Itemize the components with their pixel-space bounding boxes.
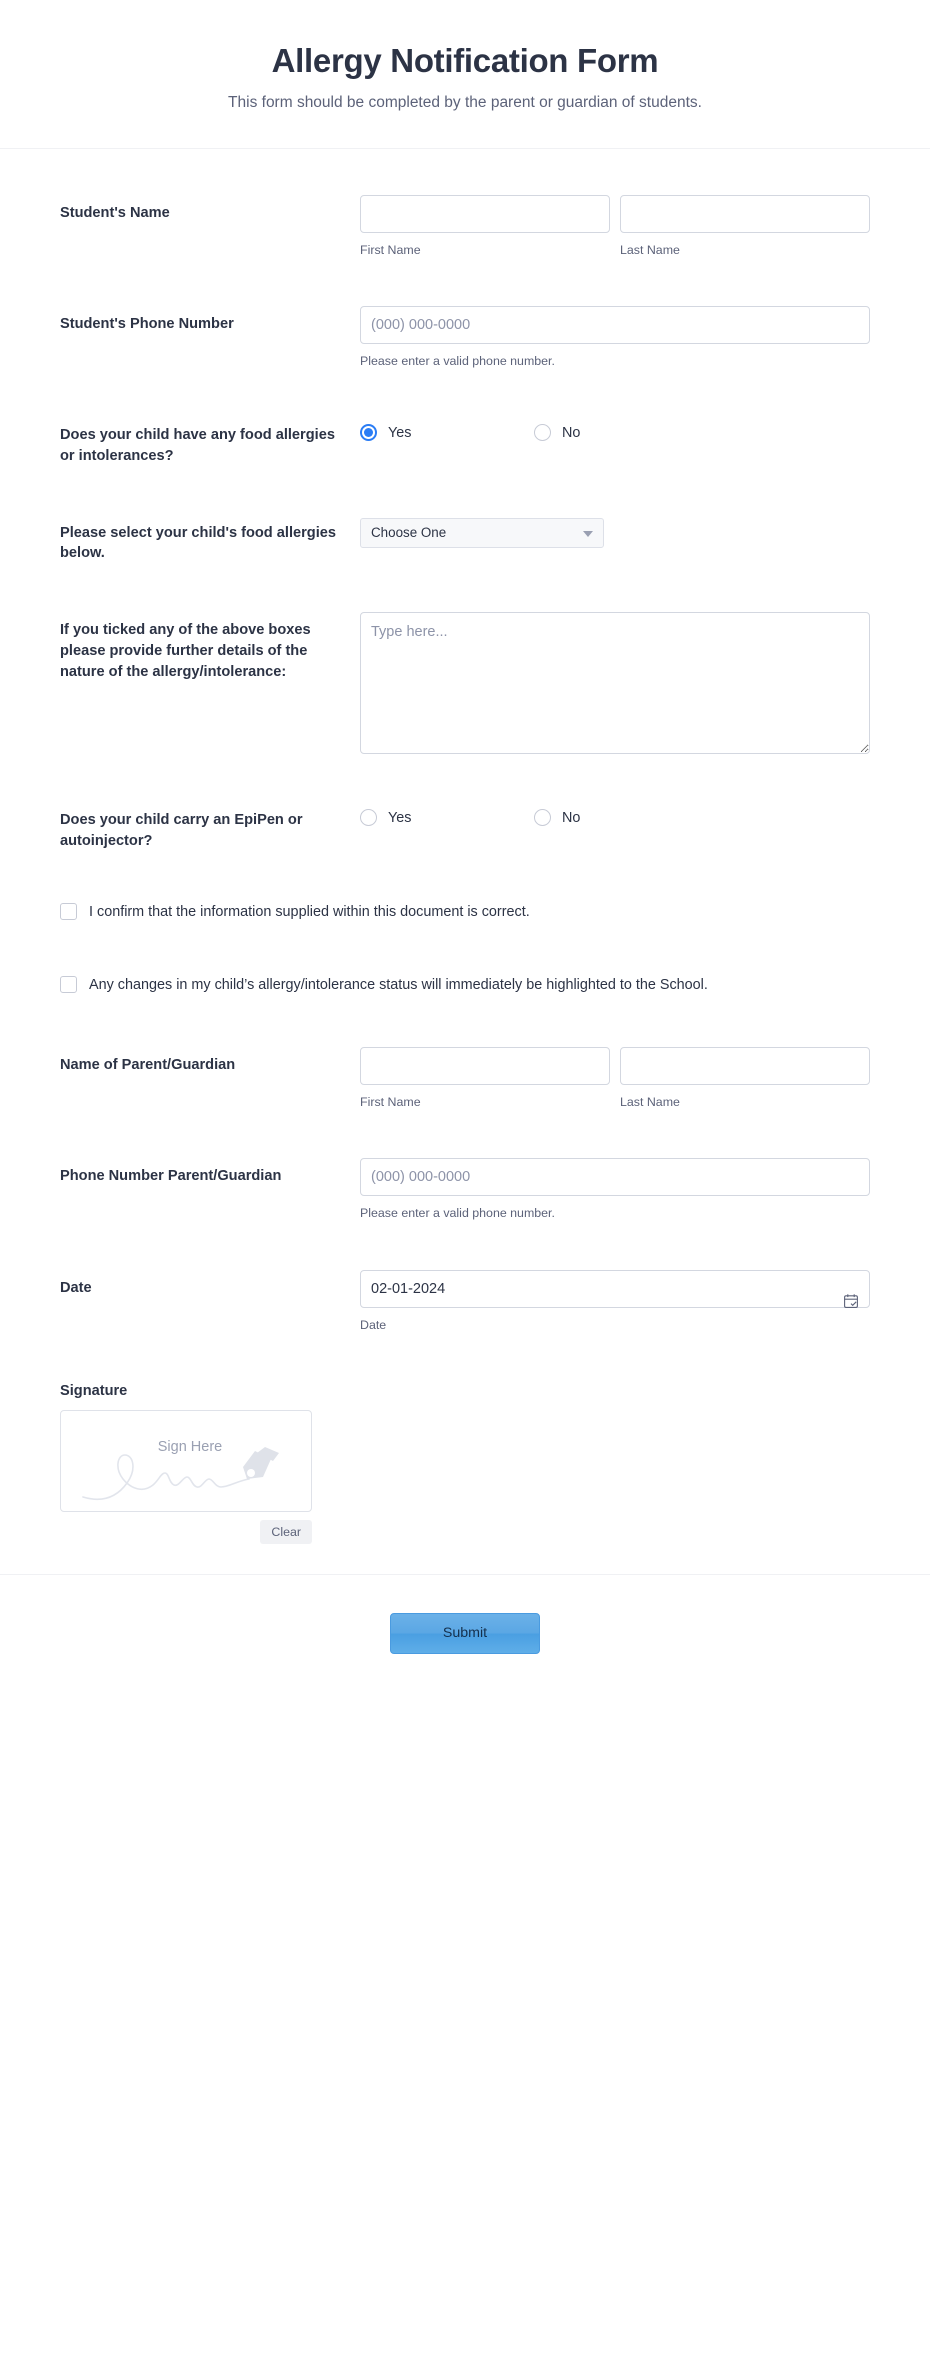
control-has-allergies	[360, 417, 870, 441]
radio-has-allergies-yes-label: Yes	[388, 424, 412, 441]
field-parent-name	[60, 1023, 870, 1134]
label-parent-phone: Phone Number Parent/Guardian	[60, 1168, 282, 1185]
label-student-name: Student's Name	[60, 204, 170, 221]
control-allergy-details	[360, 612, 870, 754]
radio-epipen-yes-label: Yes	[388, 809, 412, 826]
radio-group-has-allergies	[360, 417, 870, 441]
radio-epipen-no[interactable]	[534, 809, 708, 826]
label-epipen: Does your child carry an EpiPen or autoinjector?	[60, 812, 303, 849]
label-allergy-details: If you ticked any of the above boxes please provide further details of the nature of the allergy/intolerance:	[60, 622, 311, 680]
field-parent-phone	[60, 1134, 870, 1245]
radio-has-allergies-no[interactable]	[534, 424, 708, 441]
label-date: Date	[60, 1279, 92, 1296]
signature-pad[interactable]	[60, 1410, 312, 1512]
student-first-name-input[interactable]	[360, 195, 610, 233]
radio-selected-icon	[360, 424, 377, 441]
label-has-allergies: Does your child have any food allergies or intolerances?	[60, 427, 335, 464]
field-allergy-details	[60, 588, 870, 778]
parent-first-name-cell	[360, 1047, 610, 1110]
date-wrap	[360, 1270, 870, 1333]
parent-name-pair	[360, 1047, 870, 1110]
label-parent-name: Name of Parent/Guardian	[60, 1057, 236, 1074]
student-last-name-input[interactable]	[620, 195, 870, 233]
allergy-select-value: Choose One	[371, 525, 447, 541]
control-epipen	[360, 802, 870, 826]
signature-placeholder-icon	[61, 1411, 312, 1512]
page-subtitle: This form should be completed by the parent or guardian of students.	[228, 94, 702, 112]
field-student-name	[60, 171, 870, 282]
radio-group-epipen	[360, 802, 870, 826]
confirm-checkbox-label: I confirm that the information supplied within this document is correct.	[89, 903, 530, 920]
radio-unselected-icon	[534, 424, 551, 441]
student-first-name-cell	[360, 195, 610, 258]
student-phone-input[interactable]	[360, 306, 870, 344]
radio-epipen-no-label: No	[562, 809, 581, 826]
parent-phone-sublabel: Please enter a valid phone number.	[360, 1206, 555, 1221]
parent-phone-wrap	[360, 1158, 870, 1221]
label-signature: Signature	[60, 1382, 128, 1399]
submit-button[interactable]: Submit	[390, 1613, 540, 1654]
control-student-name	[360, 195, 870, 258]
signature-hint: Sign Here	[157, 1438, 223, 1455]
field-date	[60, 1246, 870, 1357]
changes-checkbox-label: Any changes in my child’s allergy/intolerance status will immediately be highlighted to the School.	[89, 977, 708, 994]
parent-last-name-cell	[620, 1047, 870, 1110]
control-allergy-select	[360, 515, 870, 548]
field-changes-check	[60, 949, 870, 1023]
parent-last-name-input[interactable]	[620, 1047, 870, 1085]
changes-checkbox[interactable]	[60, 976, 77, 993]
radio-unselected-icon	[360, 809, 377, 826]
chevron-down-icon	[583, 531, 593, 537]
radio-unselected-icon	[534, 809, 551, 826]
field-allergy-select	[60, 491, 870, 588]
date-sublabel: Date	[360, 1317, 387, 1332]
control-parent-name	[360, 1047, 870, 1110]
student-name-pair	[360, 195, 870, 258]
confirm-checkbox[interactable]	[60, 903, 77, 920]
field-has-allergies	[60, 393, 870, 490]
radio-has-allergies-no-label: No	[562, 424, 581, 441]
date-input[interactable]	[360, 1270, 870, 1308]
signature-clear-button[interactable]: Clear	[260, 1520, 312, 1544]
radio-epipen-yes[interactable]	[360, 809, 534, 826]
form-footer	[0, 1574, 930, 1694]
student-phone-sublabel: Please enter a valid phone number.	[360, 354, 555, 369]
label-student-phone: Student's Phone Number	[60, 316, 234, 333]
allergy-select-dropdown[interactable]	[360, 518, 604, 548]
parent-phone-input[interactable]	[360, 1158, 870, 1196]
parent-last-name-sublabel: Last Name	[620, 1095, 680, 1110]
field-signature	[60, 1357, 870, 1554]
form-header	[0, 0, 930, 149]
control-parent-phone	[360, 1158, 870, 1221]
field-confirm-check	[60, 876, 870, 950]
control-date	[360, 1270, 870, 1333]
form-body	[0, 149, 930, 1554]
radio-has-allergies-yes[interactable]	[360, 424, 534, 441]
control-student-phone	[360, 306, 870, 369]
student-first-name-sublabel: First Name	[360, 242, 421, 257]
field-epipen	[60, 778, 870, 875]
parent-first-name-input[interactable]	[360, 1047, 610, 1085]
label-allergy-select: Please select your child's food allergies below.	[60, 524, 336, 562]
student-last-name-cell	[620, 195, 870, 258]
allergy-details-textarea[interactable]	[360, 612, 870, 754]
signature-clear-row	[60, 1520, 312, 1544]
parent-first-name-sublabel: First Name	[360, 1095, 421, 1110]
student-last-name-sublabel: Last Name	[620, 242, 680, 257]
student-phone-wrap	[360, 306, 870, 369]
page-title: Allergy Notification Form	[271, 42, 659, 79]
field-student-phone	[60, 282, 870, 393]
